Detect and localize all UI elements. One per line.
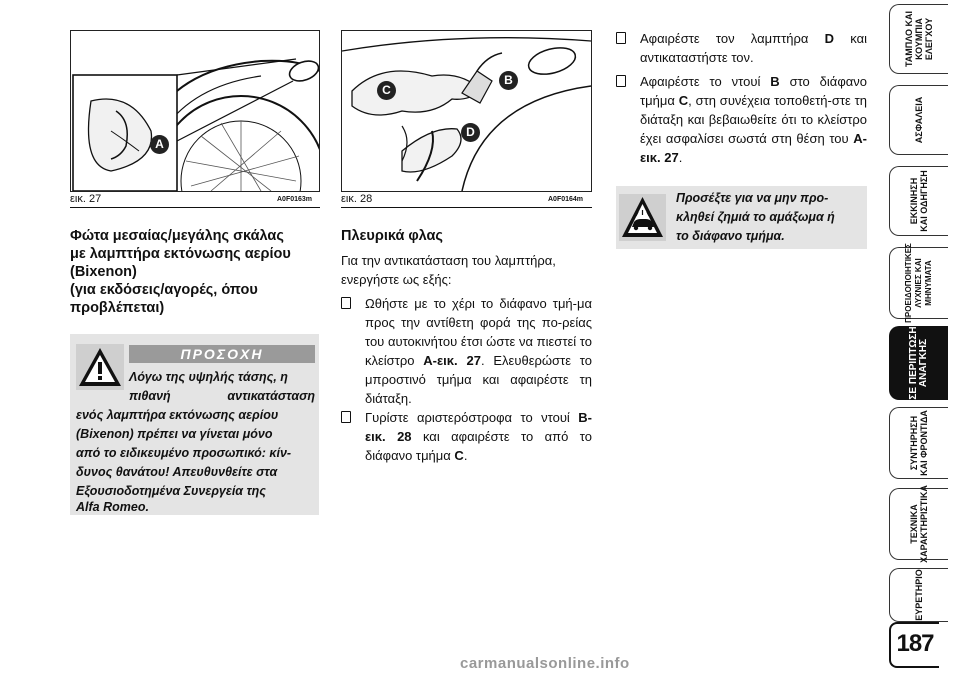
figure-28-caption: εικ. 28 <box>341 193 373 205</box>
caution-line: το διάφανο τμήμα. <box>676 229 785 243</box>
tab-label: ΤΑΜΠΛΟ ΚΑΙ ΚΟΥΜΠΙΑ ΕΛΕΓΧΟΥ <box>904 10 934 68</box>
tab-label: ΕΚΚΙΝΗΣΗ ΚΑΙ ΟΔΗΓΗΣΗ <box>909 170 929 232</box>
warning-line: ενός λαμπτήρα εκτόνωσης αερίου <box>76 408 279 422</box>
label-b-marker: B <box>499 71 518 90</box>
heading-line: με λαμπτήρα εκτόνωσης αερίου <box>70 246 291 262</box>
figure-27-caption: εικ. 27 <box>70 193 102 205</box>
watermark: carmanualsonline.info <box>460 655 630 672</box>
figure-27-code: A0F0163m <box>277 196 313 203</box>
warning-line: από το ειδικευμένο προσωπικό: κίν- <box>76 446 292 460</box>
checkbox-bullet-icon <box>341 411 351 423</box>
figure-reference: A-εικ. 27 <box>423 353 481 368</box>
tab-label: ΕΥΡΕΤΗΡΙΟ <box>914 569 924 621</box>
part-reference: D <box>824 31 834 46</box>
bullet-push-lens <box>341 294 592 404</box>
bullet-text-part: στο διάφανο τμήμα <box>640 74 867 108</box>
headlamp-illustration <box>71 31 319 191</box>
caution-line: Προσέξτε για να μην προ- <box>676 191 829 205</box>
bullet-text-part: Αφαιρέστε τον λαμπτήρα <box>640 31 809 46</box>
bullet-text-part: Γυρίστε αριστερόστροφα το ντουί <box>365 410 570 425</box>
tab-maintenance[interactable] <box>889 407 948 479</box>
part-reference: C <box>678 93 689 108</box>
warning-line: πιθανή αντικατάσταση <box>129 389 315 403</box>
label-c-marker: C <box>377 81 396 100</box>
bullet-text <box>365 294 592 408</box>
part-reference: C <box>454 448 464 463</box>
checkbox-bullet-icon <box>341 297 351 309</box>
warning-line: Εξουσιοδοτημένα Συνεργεία της <box>76 484 266 498</box>
bixenon-heading <box>70 227 320 317</box>
heading-line: (για εκδόσεις/αγορές, όπου <box>70 282 258 298</box>
heading-line: (Bixenon) <box>70 264 137 280</box>
bullet-text-part: και αφαιρέστε το από το διάφανο τμήμα <box>365 429 592 463</box>
bullet-text-part: και αντικαταστήστε τον. <box>640 31 867 65</box>
bullet-text-part: Ωθήστε με το χέρι το διάφανο τμή-μα προς την αντίθετη φορά της πο-ρείας του αυτοκινήτου έτσι ώστε να πιεστεί το κλείστρο <box>365 296 592 368</box>
warning-triangle-icon <box>76 344 124 390</box>
bullet-remove-bulb <box>616 29 867 69</box>
bullet-text-part: Αφαιρέστε το ντουί <box>640 74 761 89</box>
figure-reference: A-εικ. 27 <box>640 131 867 165</box>
warning-title: ΠΡΟΣΟΧΗ <box>129 345 315 363</box>
bullet-text-part: . Ελευθερώστε το μπροστινό τμήμα και αφαιρέστε τη διάταξη. <box>365 353 592 406</box>
chapter-tabs <box>889 0 960 677</box>
tab-starting-driving[interactable] <box>889 166 948 236</box>
checkbox-bullet-icon <box>616 32 626 44</box>
tab-label: ΑΣΦΑΛΕΙΑ <box>914 96 924 144</box>
bullet-text-part: . <box>463 448 468 463</box>
tab-emergency[interactable] <box>889 326 948 400</box>
bullet-text-part: . <box>678 150 683 165</box>
warning-line: Λόγω της υψηλής τάσης, η <box>129 370 288 384</box>
caution-box <box>616 186 867 249</box>
tab-label: ΣΥΝΤΗΡΗΣΗ ΚΑΙ ΦΡΟΝΤΙΔΑ <box>909 410 929 476</box>
label-d-marker: D <box>461 123 480 142</box>
figure-27-rule <box>70 207 320 208</box>
bullet-text <box>365 408 592 465</box>
bullet-refit-socket <box>616 72 867 165</box>
bullet-text-part: , στη συνέχεια τοποθετή-στε τη διάταξη και βεβαιωθείτε ότι το κλείστρο έχει ασφαλίσει σωστά στη θέση του <box>640 93 867 146</box>
warning-box <box>70 334 319 515</box>
warning-line: (Bixenon) πρέπει να γίνεται μόνο <box>76 427 273 441</box>
warning-line: δυνος θανάτου! Απευθυνθείτε στα <box>76 465 278 479</box>
tab-label: ΤΕΧΝΙΚΑ ΧΑΡΑΚΤΗΡΙΣΤΙΚΑ <box>909 485 929 563</box>
intro-text: Για την αντικατάσταση του λαμπτήρα, ενεργήστε ως εξής: <box>341 253 556 287</box>
part-reference: B <box>770 74 780 89</box>
car-damage-icon <box>619 194 666 241</box>
figure-reference: B-εικ. 28 <box>365 410 592 444</box>
tab-warning-lights[interactable] <box>889 243 948 323</box>
caution-line: κληθεί ζημιά το αμάξωμα ή <box>676 210 835 224</box>
label-a-marker: A <box>150 135 169 154</box>
bullet-text <box>640 72 867 167</box>
tab-label: ΣΕ ΠΕΡΙΠΤΩΣΗ ΑΝΑΓΚΗΣ <box>908 326 929 400</box>
bullet-text <box>640 29 867 67</box>
figure-28-rule <box>341 207 592 208</box>
figure-27-image <box>70 30 320 192</box>
tab-label: ΠΡΟΕΙΔΟΠΟΙΗΤΙΚΕΣ ΛΥΧΝΙΕΣ ΚΑΙ ΜΗΝΥΜΑΤΑ <box>904 243 933 323</box>
page-number-box <box>889 622 939 668</box>
warning-line: Alfa Romeo. <box>76 500 149 514</box>
side-indicators-heading: Πλευρικά φλας <box>341 228 443 244</box>
tab-index[interactable] <box>889 568 948 622</box>
tab-safety[interactable] <box>889 85 948 155</box>
heading-line: Φώτα μεσαίας/μεγάλης σκάλας <box>70 228 284 244</box>
tab-technical-specs[interactable] <box>889 485 948 563</box>
figure-28-code: A0F0164m <box>548 196 584 203</box>
side-lamp-removal-illustration <box>342 31 591 191</box>
page-number: 187 <box>896 630 934 657</box>
tab-dashboard-controls[interactable] <box>889 4 948 74</box>
figure-28-image <box>341 30 592 192</box>
bullet-turn-socket <box>341 408 592 468</box>
checkbox-bullet-icon <box>616 75 626 87</box>
heading-line: προβλέπεται) <box>70 300 165 316</box>
